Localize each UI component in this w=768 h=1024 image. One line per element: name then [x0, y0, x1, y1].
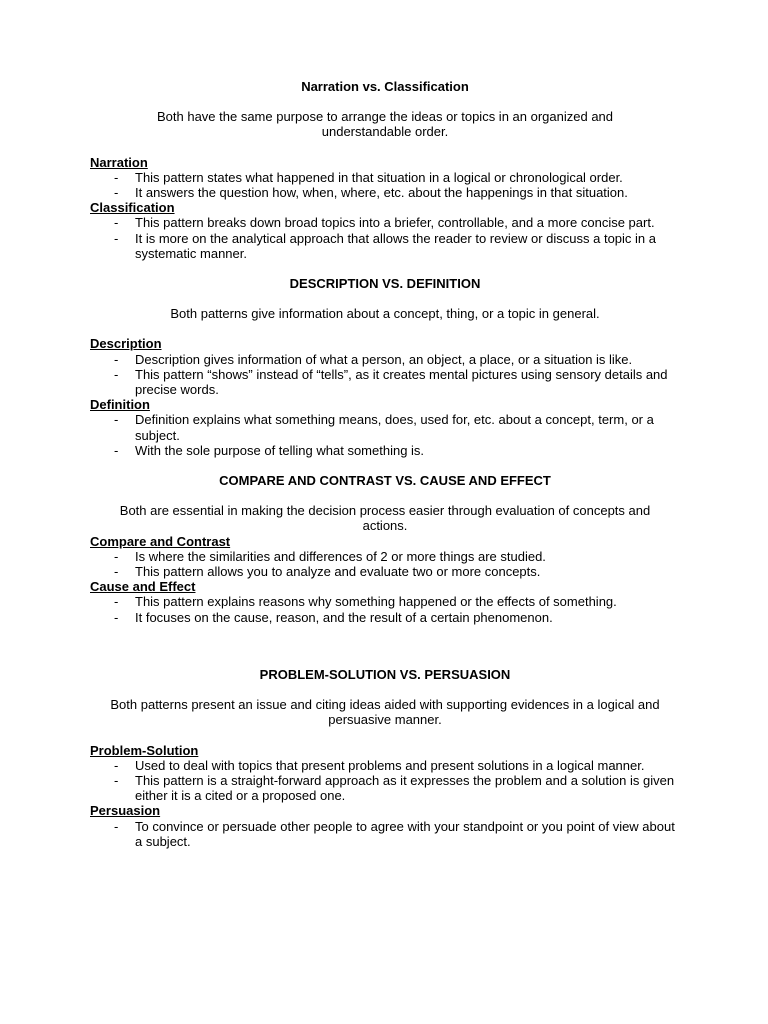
subheading-cause-effect: Cause and Effect: [90, 579, 196, 595]
subheading-persuasion: Persuasion: [90, 803, 161, 819]
list-item: - This pattern explains reasons why something happened or the effects of something.: [90, 594, 680, 609]
list-item: - It focuses on the cause, reason, and the result of a certain phenomenon.: [90, 610, 680, 625]
section-title: DESCRIPTION VS. DEFINITION: [289, 276, 481, 292]
bullet-list: [90, 758, 680, 804]
bullet-list: [90, 412, 680, 458]
subheading-definition: Definition: [90, 397, 150, 413]
list-item: - It answers the question how, when, where, etc. about the happenings in that situation.: [90, 185, 680, 200]
bullet-list: [90, 352, 680, 398]
list-item: - This pattern is a straight-forward approach as it expresses the problem and a solution is given either it is a cited or a proposed one.: [90, 773, 680, 803]
subheading-narration: Narration: [90, 154, 148, 170]
section-compare-cause: [90, 473, 680, 625]
list-item: - This pattern states what happened in that situation in a logical or chronological order.: [90, 170, 680, 185]
bullet-list: [90, 594, 680, 624]
list-item: - This pattern allows you to analyze and evaluate two or more concepts.: [90, 564, 680, 579]
bullet-list: [90, 549, 680, 579]
section-description-definition: [90, 276, 680, 458]
list-item: - This pattern “shows” instead of “tells”, as it creates mental pictures using sensory details and precise words.: [90, 367, 680, 397]
list-item: - Description gives information of what a person, an object, a place, or a situation is like.: [90, 352, 680, 367]
subheading-problem-solution: Problem-Solution: [90, 742, 199, 758]
list-item: - Is where the similarities and differences of 2 or more things are studied.: [90, 549, 680, 564]
section-title: COMPARE AND CONTRAST VS. CAUSE AND EFFECT: [219, 473, 551, 489]
section-problem-persuasion: [90, 667, 680, 849]
section-intro: Both have the same purpose to arrange the ideas or topics in an organized and understandable order.: [156, 109, 614, 140]
section-intro: Both patterns give information about a concept, thing, or a topic in general.: [170, 306, 600, 322]
bullet-list: [90, 215, 680, 261]
bullet-list: [90, 170, 680, 200]
subheading-classification: Classification: [90, 200, 175, 216]
section-title: PROBLEM-SOLUTION VS. PERSUASION: [259, 666, 511, 682]
subheading-description: Description: [90, 336, 162, 352]
list-item: - To convince or persuade other people to agree with your standpoint or you point of view about a subject.: [90, 819, 680, 849]
bullet-list: [90, 819, 680, 849]
document-content: [90, 79, 680, 849]
list-item: - It is more on the analytical approach that allows the reader to review or discuss a topic in a systematic manner.: [90, 231, 680, 261]
list-item: - Used to deal with topics that present problems and present solutions in a logical manner.: [90, 758, 680, 773]
section-intro: Both patterns present an issue and citing ideas aided with supporting evidences in a logical and persuasive manner.: [110, 697, 660, 728]
section-narration-classification: [90, 79, 680, 261]
list-item: - Definition explains what something means, does, used for, etc. about a concept, term, or a subject.: [90, 412, 680, 442]
section-intro: Both are essential in making the decision process easier through evaluation of concepts and actions.: [119, 503, 651, 534]
list-item: - With the sole purpose of telling what something is.: [90, 443, 680, 458]
list-item: - This pattern breaks down broad topics into a briefer, controllable, and a more concise part.: [90, 215, 680, 230]
section-title: Narration vs. Classification: [301, 79, 469, 94]
subheading-compare-contrast: Compare and Contrast: [90, 533, 231, 549]
